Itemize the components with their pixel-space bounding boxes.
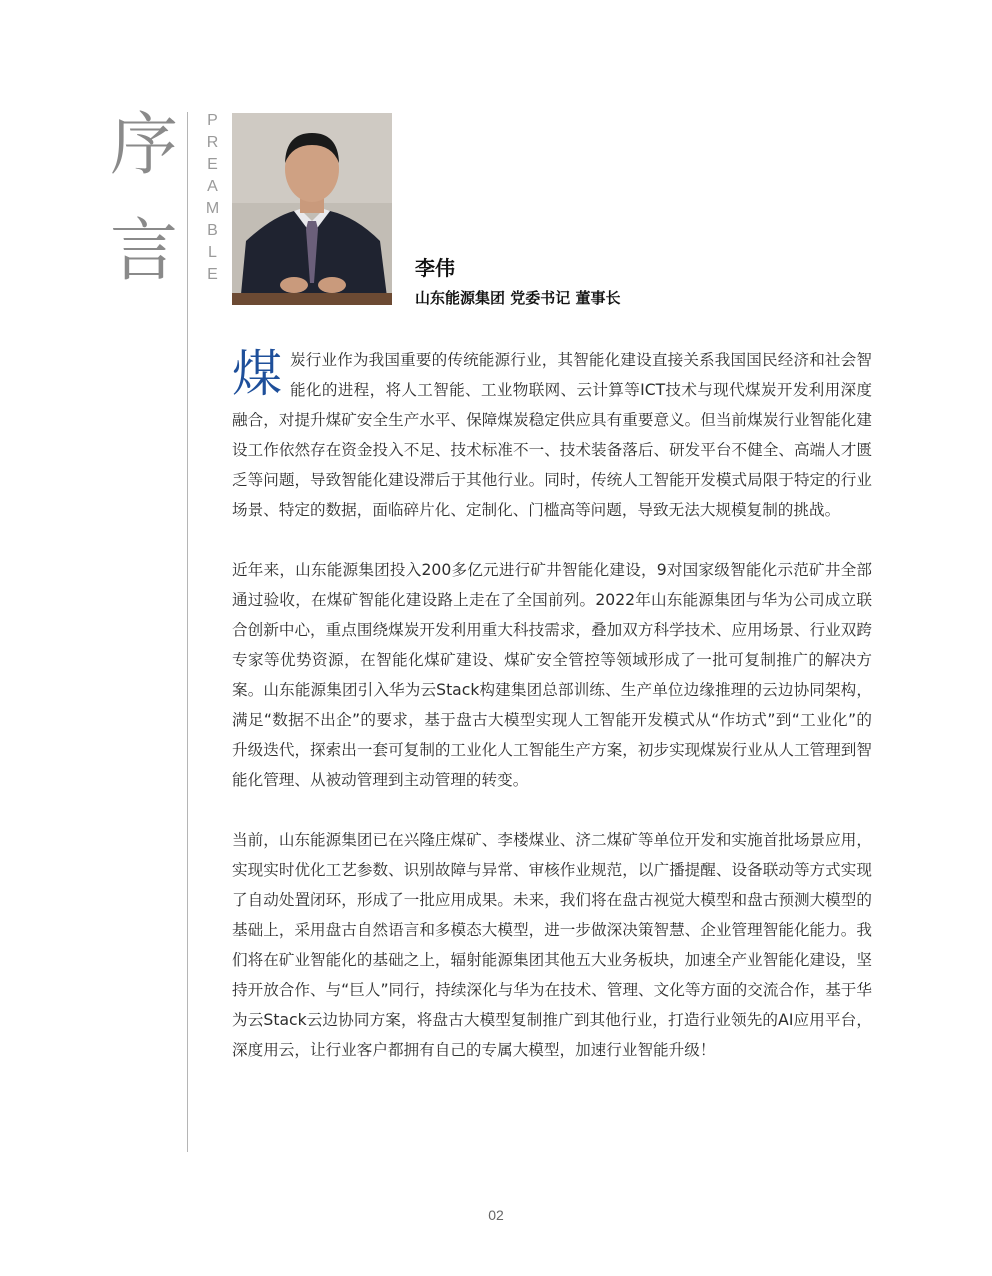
paragraph-2: 近年来，山东能源集团投入200多亿元进行矿井智能化建设，9对国家级智能化示范矿井全部通过验收，在煤矿智能化建设路上走在了全国前列。2022年山东能源集团与华为公司成立联合创新中心，重点围绕煤炭开发利用重大科技需求，叠加双方科学技术、应用场景、行业双跨专家等优势资源，在智能化煤矿建设、煤矿安全管控等领域形成了一批可复制推广的解决方案。山东能源集团引入华为云Stack构建集团总部训练、生产单位边缘推理的云边协同架构，满足“数据不出企”的要求，基于盘古大模型实现人工智能开发模式从“作坊式”到“工业化”的升级迭代，探索出一套可复制的工业化人工智能生产方案，初步实现煤炭行业从人工管理到智能化管理、从被动管理到主动管理的转变。 — [232, 561, 872, 789]
preamble-body — [232, 345, 872, 1095]
page-number: 02 — [488, 1207, 504, 1223]
author-position: 山东能源集团 党委书记 董事长 — [415, 289, 621, 307]
author-portrait — [232, 113, 392, 305]
paragraph-1-text: 炭行业作为我国重要的传统能源行业，其智能化建设直接关系我国国民经济和社会智能化的进程，将人工智能、工业物联网、云计算等ICT技术与现代煤炭开发利用深度融合，对提升煤矿安全生产水平、保障煤炭稳定供应具有重要意义。但当前煤炭行业智能化建设工作依然存在资金投入不足、技术标准不一、技术装备落后、研发平台不健全、高端人才匮乏等问题，导致智能化建设滞后于其他行业。同时，传统人工智能开发模式局限于特定的行业场景、特定的数据，面临碎片化、定制化、门槛高等问题，导致无法大规模复制的挑战。 — [232, 351, 872, 519]
title-char-yan: 言 — [110, 212, 179, 291]
portrait-illustration — [232, 113, 392, 305]
author-name: 李伟 — [415, 256, 455, 280]
title-english-vertical: PREAMBLE — [204, 112, 221, 288]
paragraph-1 — [232, 345, 872, 525]
title-char-xu: 序 — [110, 106, 179, 185]
paragraph-3: 当前，山东能源集团已在兴隆庄煤矿、李楼煤业、济二煤矿等单位开发和实施首批场景应用，实现实时优化工艺参数、识别故障与异常、审核作业规范，以广播提醒、设备联动等方式实现了自动处置闭环，形成了一批应用成果。未来，我们将在盘古视觉大模型和盘古预测大模型的基础上，采用盘古自然语言和多模态大模型，进一步做深决策智慧、企业管理智能化能力。我们将在矿业智能化的基础之上，辐射能源集团其他五大业务板块，加速全产业智能化建设，坚持开放合作、与“巨人”同行，持续深化与华为在技术、管理、文化等方面的交流合作，基于华为云Stack云边协同方案，将盘古大模型复制推广到其他行业，打造行业领先的AI应用平台，深度用云，让行业客户都拥有自己的专属大模型，加速行业智能升级！ — [232, 831, 872, 1059]
vertical-rule — [187, 112, 188, 1152]
drop-cap: 煤 — [232, 345, 282, 403]
